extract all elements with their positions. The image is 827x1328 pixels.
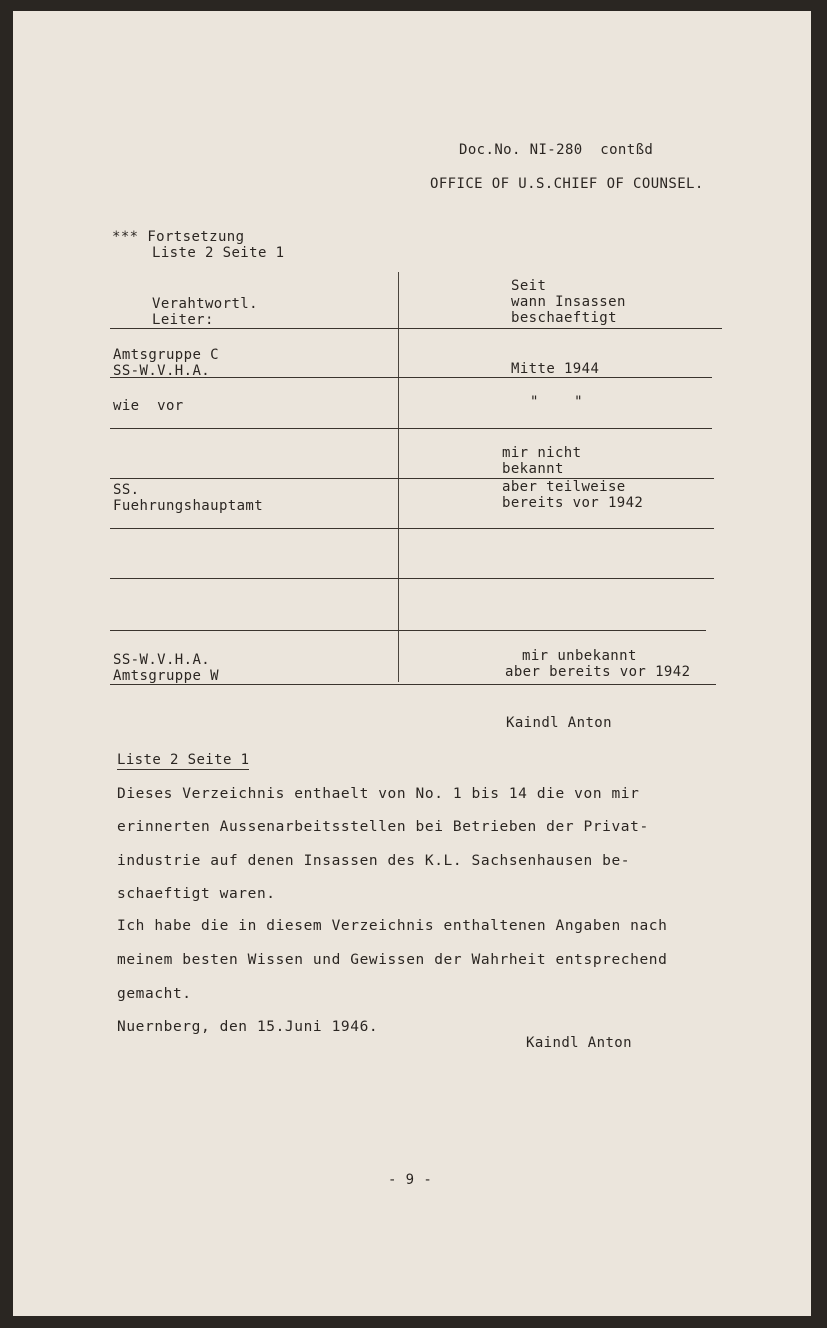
body-line: gemacht. (117, 986, 192, 1002)
body-line: erinnerten Aussenarbeitsstellen bei Betrieben der Privat- (117, 819, 649, 835)
signature-1: Kaindl Anton (506, 715, 612, 731)
col2-header-3: beschaeftigt (511, 310, 617, 326)
body-line: Dieses Verzeichnis enthaelt von No. 1 bis 14 die von mir (117, 786, 640, 802)
row4-right-2: aber bereits vor 1942 (505, 664, 691, 680)
row4-left-1: SS-W.V.H.A. (113, 652, 211, 668)
intro-line-2: Liste 2 Seite 1 (152, 245, 285, 261)
body-line: Ich habe die in diesem Verzeichnis enthaltenen Angaben nach (117, 918, 668, 934)
row1-left-2: SS-W.V.H.A. (113, 363, 211, 379)
table-rule (110, 630, 706, 631)
row2-left-1: wie vor (113, 398, 184, 414)
col1-header-2: Leiter: (152, 312, 214, 328)
row3-right-3: aber teilweise (502, 479, 626, 495)
row4-right-1: mir unbekannt (522, 648, 637, 664)
signature-2: Kaindl Anton (526, 1035, 632, 1051)
table-rule (110, 328, 722, 329)
body-line: schaeftigt waren. (117, 886, 276, 902)
table-rule (110, 428, 712, 429)
table-rule (110, 528, 714, 529)
place-date: Nuernberg, den 15.Juni 1946. (117, 1019, 379, 1035)
row3-right-1: mir nicht (502, 445, 582, 461)
row1-right-1: Mitte 1944 (511, 361, 600, 377)
office-title: OFFICE OF U.S.CHIEF OF COUNSEL. (430, 176, 704, 192)
row3-right-2: bekannt (502, 461, 564, 477)
page-number: - 9 - (388, 1172, 433, 1188)
row3-left-1: SS. (113, 482, 140, 498)
row1-left-1: Amtsgruppe C (113, 347, 219, 363)
table-rule (110, 578, 714, 579)
doc-number: Doc.No. NI-280 contßd (459, 142, 654, 158)
col2-header-1: Seit (511, 278, 547, 294)
intro-line-1: *** Fortsetzung (112, 229, 245, 245)
table-rule (110, 684, 716, 685)
row4-left-2: Amtsgruppe W (113, 668, 219, 684)
body-line: industrie auf denen Insassen des K.L. Sachsenhausen be- (117, 853, 631, 869)
row3-left-2: Fuehrungshauptamt (113, 498, 264, 514)
row2-right-1: " " (530, 394, 583, 410)
col1-header-1: Verahtwortl. (152, 296, 258, 312)
row3-right-4: bereits vor 1942 (502, 495, 644, 511)
body-line: meinem besten Wissen und Gewissen der Wahrheit entsprechend (117, 952, 668, 968)
column-divider (398, 272, 399, 682)
col2-header-2: wann Insassen (511, 294, 626, 310)
section-heading: Liste 2 Seite 1 (117, 752, 250, 768)
